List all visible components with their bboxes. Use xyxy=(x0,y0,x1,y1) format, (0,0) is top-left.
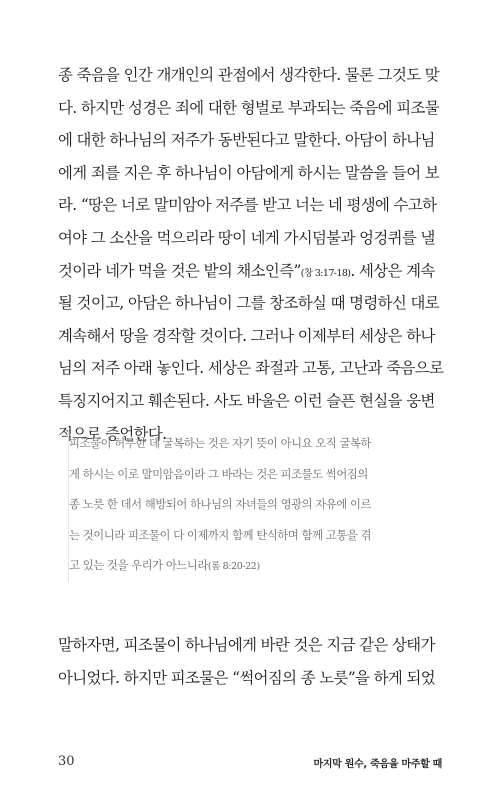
body-paragraph-1 xyxy=(58,59,444,450)
text-line: 라. “땅은 너로 말미암아 저주를 받고 너는 네 평생에 수고하 xyxy=(58,196,437,215)
quote-line-with-reference xyxy=(69,551,441,582)
text-line: 계속해서 땅을 경작할 것이다. 그러나 이제부터 세상은 하나 xyxy=(58,326,435,345)
scripture-reference: (창 3:17-18) xyxy=(300,267,351,279)
text-line: 여야 그 소산을 먹으리라 땅이 네게 가시덤불과 엉겅퀴를 낼 xyxy=(58,228,435,247)
text-line: 아니었다. 하지만 피조물은 “썩어짐의 종 노릇”을 하게 되었 xyxy=(58,668,436,687)
scripture-quote-block xyxy=(68,429,441,582)
text-segment: 것이라 네가 먹을 것은 밭의 채소인즉” xyxy=(58,261,301,280)
page-footer xyxy=(58,754,442,774)
quote-line: 종 노릇 한 데서 해방되어 하나님의 자녀들의 영광의 자유에 이르 xyxy=(69,498,372,512)
quote-line: 게 하시는 이로 말미암음이라 그 바라는 것은 피조물도 썩어짐의 xyxy=(69,467,368,481)
text-line: 다. 하지만 성경은 죄에 대한 형벌로 부과되는 죽음에 피조물 xyxy=(58,98,440,117)
running-book-title: 마지막 원수, 죽음을 마주할 때 xyxy=(313,759,442,770)
text-line: 될 것이고, 아담은 하나님이 그를 창조하실 때 명령하신 대로 xyxy=(58,294,440,313)
text-line: 에게 죄를 지은 후 하나님이 아담에게 하시는 말씀을 들어 보 xyxy=(58,163,440,182)
text-segment: . 세상은 계속 xyxy=(350,261,435,280)
text-line-with-reference xyxy=(58,255,444,288)
text-line: 말하자면, 피조물이 하나님에게 바란 것은 지금 같은 상태가 xyxy=(58,636,435,654)
scripture-reference: (롬 8:20-22) xyxy=(207,561,260,573)
text-line: 님의 저주 아래 놓인다. 세상은 좌절과 고통, 고난과 죽음으로 xyxy=(58,359,444,378)
body-paragraph-2 xyxy=(58,629,444,694)
text-line: 특징지어지고 훼손된다. 사도 바울은 이런 슬픈 현실을 웅변 xyxy=(58,391,435,410)
text-line: 적으로 증언한다. xyxy=(58,424,167,443)
quote-text: 고 있는 것을 우리가 아느니라 xyxy=(69,559,208,573)
quote-line: 는 것이니라 피조물이 다 이제까지 함께 탄식하며 함께 고통을 겪 xyxy=(69,528,372,542)
quote-line: 피조물이 허무한 데 굴복하는 것은 자기 뜻이 아니요 오직 굴복하 xyxy=(69,437,372,450)
text-line: 에 대한 하나님의 저주가 동반된다고 말한다. 아담이 하나님 xyxy=(58,131,435,150)
text-line: 종 죽음을 인간 개개인의 관점에서 생각한다. 물론 그것도 맞 xyxy=(58,66,440,84)
page-number: 30 xyxy=(58,754,75,769)
